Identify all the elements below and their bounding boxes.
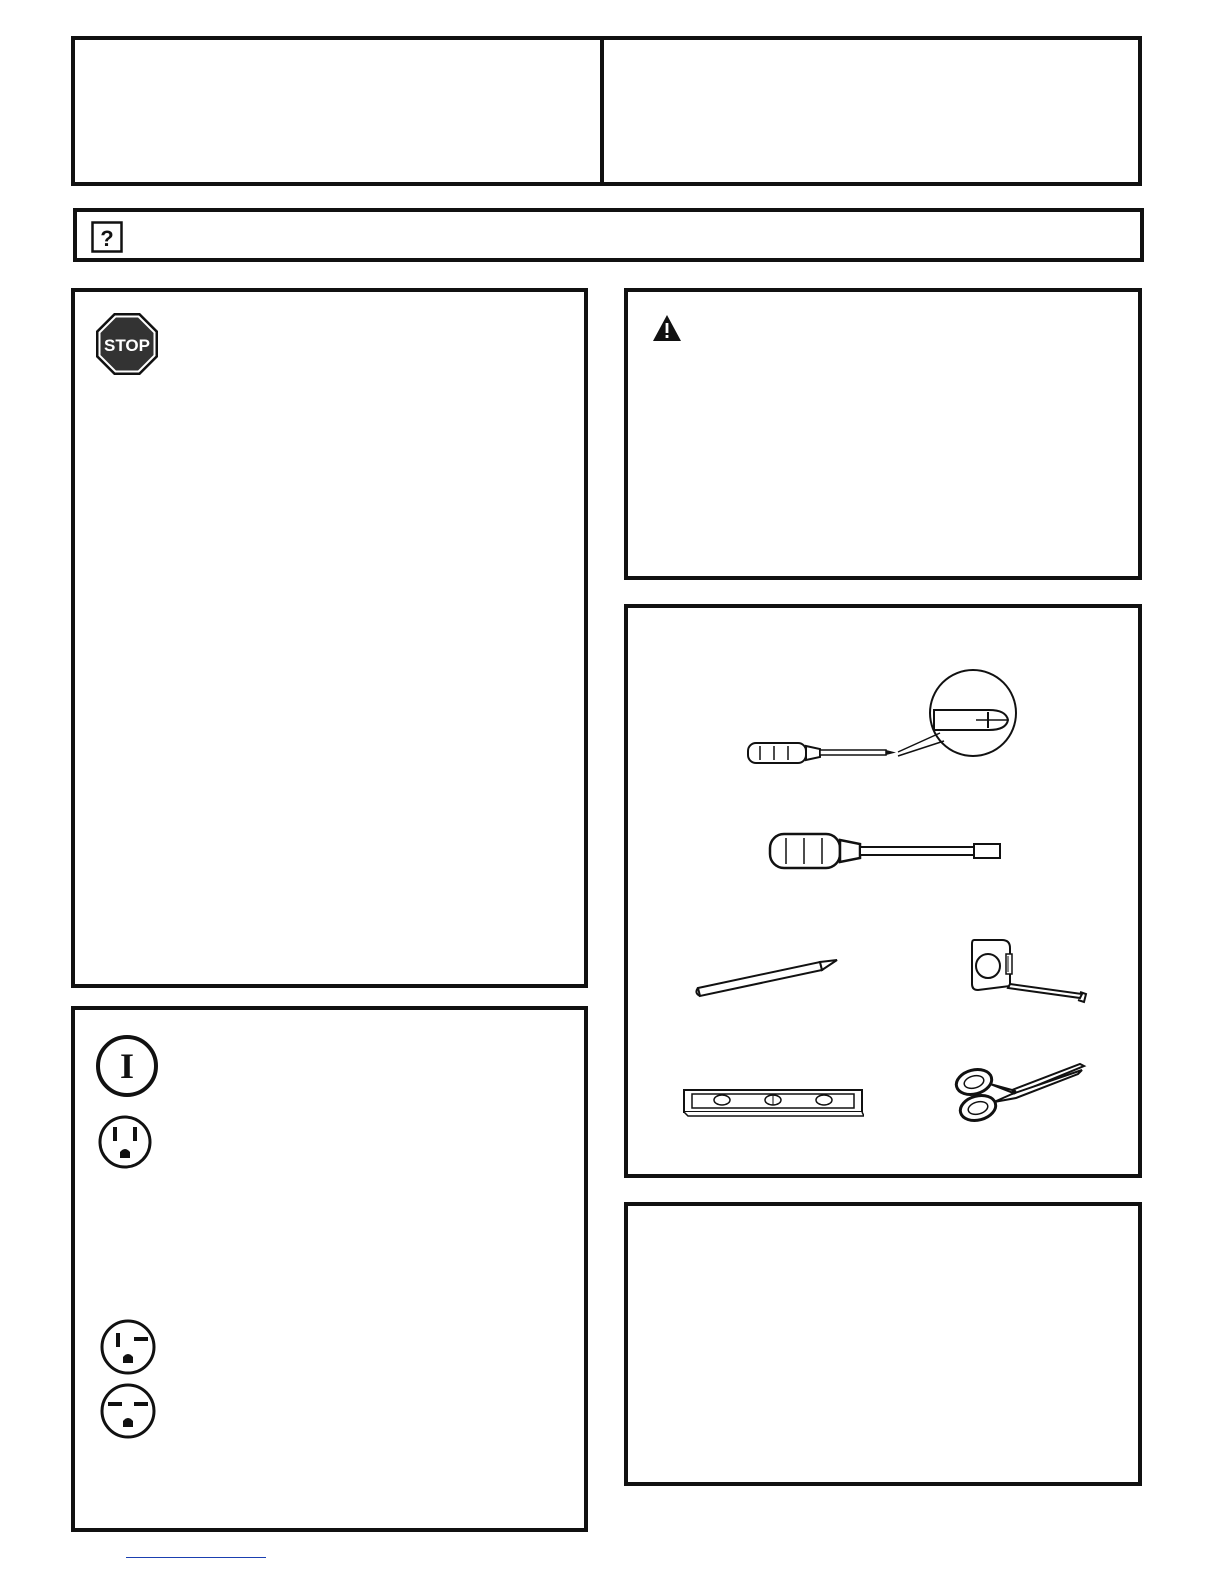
header-right-box	[600, 36, 1142, 186]
svg-text:?: ?	[100, 226, 114, 251]
electrical-section	[71, 1006, 588, 1532]
info-icon	[95, 1034, 159, 1098]
header-left-box	[71, 36, 606, 186]
phillips-screwdriver-icon	[744, 668, 1034, 768]
rotated-outlet-icon	[99, 1382, 157, 1440]
stop-sign-label: STOP	[104, 336, 150, 355]
level-icon	[682, 1084, 864, 1118]
tools-section	[624, 604, 1142, 1178]
footer-link[interactable]	[126, 1557, 266, 1558]
question-icon	[91, 221, 123, 253]
scissors-icon	[948, 1060, 1088, 1126]
warning-icon	[652, 314, 682, 342]
question-banner	[73, 208, 1144, 262]
pencil-icon	[692, 956, 842, 1002]
flat-blade-screwdriver-icon	[768, 830, 1004, 872]
three-prong-outlet-icon	[97, 1114, 153, 1170]
tape-measure-icon	[968, 936, 1092, 1006]
t-slot-outlet-icon	[99, 1318, 157, 1376]
stop-sign-icon	[95, 312, 159, 376]
warning-section	[624, 288, 1142, 580]
stop-section	[71, 288, 588, 988]
info-icon-label: I	[119, 1046, 135, 1086]
notes-section	[624, 1202, 1142, 1486]
